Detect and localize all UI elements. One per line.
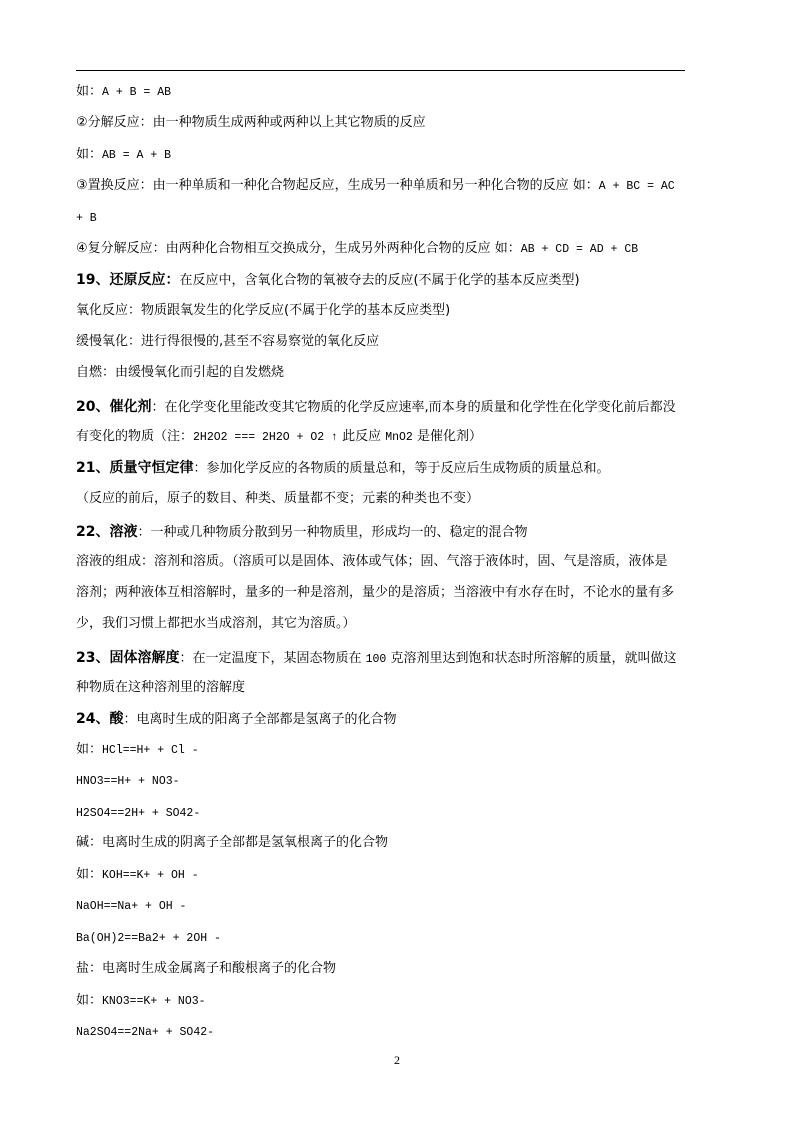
- text-line: [76, 804, 720, 823]
- text-line: [76, 428, 720, 447]
- body-text: 如：: [76, 742, 103, 757]
- body-text: ④复分解反应：由两种化合物相互交换成分，生成另外两种化合物的反应 如：: [76, 241, 521, 256]
- formula-text: HNO3==H+ + NO3-: [76, 775, 180, 788]
- formula-text: 100: [365, 653, 387, 666]
- section-heading: 22、溶液: [76, 524, 138, 540]
- body-text: 缓慢氧化：进行得很慢的,甚至不容易察觉的氧化反应: [76, 334, 380, 349]
- text-line: [76, 553, 720, 571]
- formula-text: H2SO4==2H+ + SO42-: [76, 807, 201, 820]
- text-line: [76, 1023, 720, 1042]
- body-text: ③置换反应：由一种单质和一种化合物起反应，生成另一种单质和另一种化合物的反应 如：: [76, 178, 599, 193]
- body-text: ：在一定温度下，某固态物质在: [179, 651, 366, 666]
- text-line: [76, 364, 720, 382]
- body-text: 溶液的组成：溶剂和溶质。（溶质可以是固体、液体或气体；固、气溶于液体时，固、气是溶质，液体是: [76, 554, 668, 569]
- section-heading: 21、质量守恒定律: [76, 460, 194, 476]
- body-text: 如：: [76, 867, 103, 882]
- formula-text: NaOH==Na+ + OH -: [76, 900, 187, 913]
- formula-text: + B: [76, 212, 97, 225]
- section-heading: 20、催化剂: [76, 399, 152, 415]
- text-line: [76, 523, 720, 542]
- body-text: 溶剂；两种液体互相溶解时，量多的一种是溶剂，量少的是溶质；当溶液中有水存在时，不论水的量有多: [76, 585, 675, 600]
- text-line: [76, 146, 720, 165]
- header-rule: [76, 70, 685, 71]
- text-line: [76, 929, 720, 948]
- body-text: ：电离时生成的阳离子全部都是氢离子的化合物: [123, 712, 397, 727]
- text-line: [76, 649, 720, 669]
- body-text: 种物质在这种溶剂里的溶解度: [76, 680, 246, 695]
- formula-text: KOH==K+ + OH -: [102, 869, 199, 882]
- body-text: 如：: [76, 993, 103, 1008]
- text-line: [76, 83, 720, 102]
- text-line: [76, 398, 720, 417]
- body-text: 在反应中，含氧化合物的氧被夺去的反应(不属于化学的基本反应类型): [179, 273, 580, 288]
- text-line: [76, 459, 720, 478]
- text-line: [76, 333, 720, 351]
- body-text: 盐：电离时生成金属离子和酸根离子的化合物: [76, 961, 337, 976]
- text-line: [76, 271, 720, 290]
- formula-text: 2H2O2 === 2H2O + O2 ↑: [193, 431, 338, 444]
- formula-text: MnO2: [385, 431, 413, 444]
- body-text: 此反应: [337, 429, 386, 444]
- text-line: [76, 490, 720, 508]
- formula-text: Ba(OH)2==Ba2+ + 2OH -: [76, 932, 221, 945]
- text-line: [76, 834, 720, 852]
- body-text: ②分解反应：由一种物质生成两种或两种以上其它物质的反应: [76, 115, 426, 130]
- text-line: [76, 584, 720, 602]
- text-line: [76, 302, 720, 320]
- formula-text: A + BC = AC: [598, 180, 675, 193]
- formula-text: AB = A + B: [102, 149, 172, 162]
- text-line: [76, 615, 720, 633]
- text-line: [76, 240, 720, 259]
- body-text: 是催化剂）: [412, 429, 482, 444]
- section-heading: 19、还原反应：: [76, 272, 180, 288]
- body-text: 克溶剂里达到饱和状态时所溶解的质量，就叫做这: [386, 651, 677, 666]
- text-line: [76, 992, 720, 1011]
- text-line: [76, 710, 720, 729]
- body-text: （反应的前后，原子的数目、种类、质量都不变；元素的种类也不变）: [76, 491, 480, 506]
- text-line: [76, 897, 720, 916]
- body-text: 碱：电离时生成的阴离子全部都是氢氧根离子的化合物: [76, 835, 389, 850]
- text-line: [76, 960, 720, 978]
- formula-text: Na2SO4==2Na+ + SO42-: [76, 1026, 215, 1039]
- text-line: [76, 772, 720, 791]
- text-line: [76, 741, 720, 760]
- body-text: 氧化反应：物质跟氧发生的化学反应(不属于化学的基本反应类型): [76, 303, 451, 318]
- body-text: 有变化的物质（注：: [76, 429, 194, 444]
- body-text: 如：: [76, 147, 103, 162]
- body-text: ：参加化学反应的各物质的质量总和，等于反应后生成物质的质量总和。: [193, 461, 610, 476]
- section-heading: 23、固体溶解度: [76, 650, 180, 666]
- text-line: [76, 114, 720, 132]
- section-heading: 24、酸: [76, 711, 124, 727]
- formula-text: AB + CD = AD + CB: [520, 243, 639, 256]
- body-text: 自燃：由缓慢氧化而引起的自发燃烧: [76, 365, 285, 380]
- formula-text: HCl==H+ + Cl -: [102, 744, 199, 757]
- body-text: 如：: [76, 84, 103, 99]
- text-line: [76, 866, 720, 885]
- formula-text: A + B = AB: [102, 86, 172, 99]
- formula-text: KNO3==K+ + NO3-: [102, 995, 206, 1008]
- body-text: 少，我们习惯上都把水当成溶剂，其它为溶质。）: [76, 616, 356, 631]
- text-line: [76, 679, 720, 697]
- text-line: [76, 177, 720, 196]
- body-text: ：在化学变化里能改变其它物质的化学反应速率,而本身的质量和化学性在化学变化前后都没: [151, 400, 676, 415]
- body-text: ：一种或几种物质分散到另一种物质里，形成均一的、稳定的混合物: [137, 525, 528, 540]
- text-line: [76, 209, 720, 228]
- page-number: 2: [394, 1053, 400, 1067]
